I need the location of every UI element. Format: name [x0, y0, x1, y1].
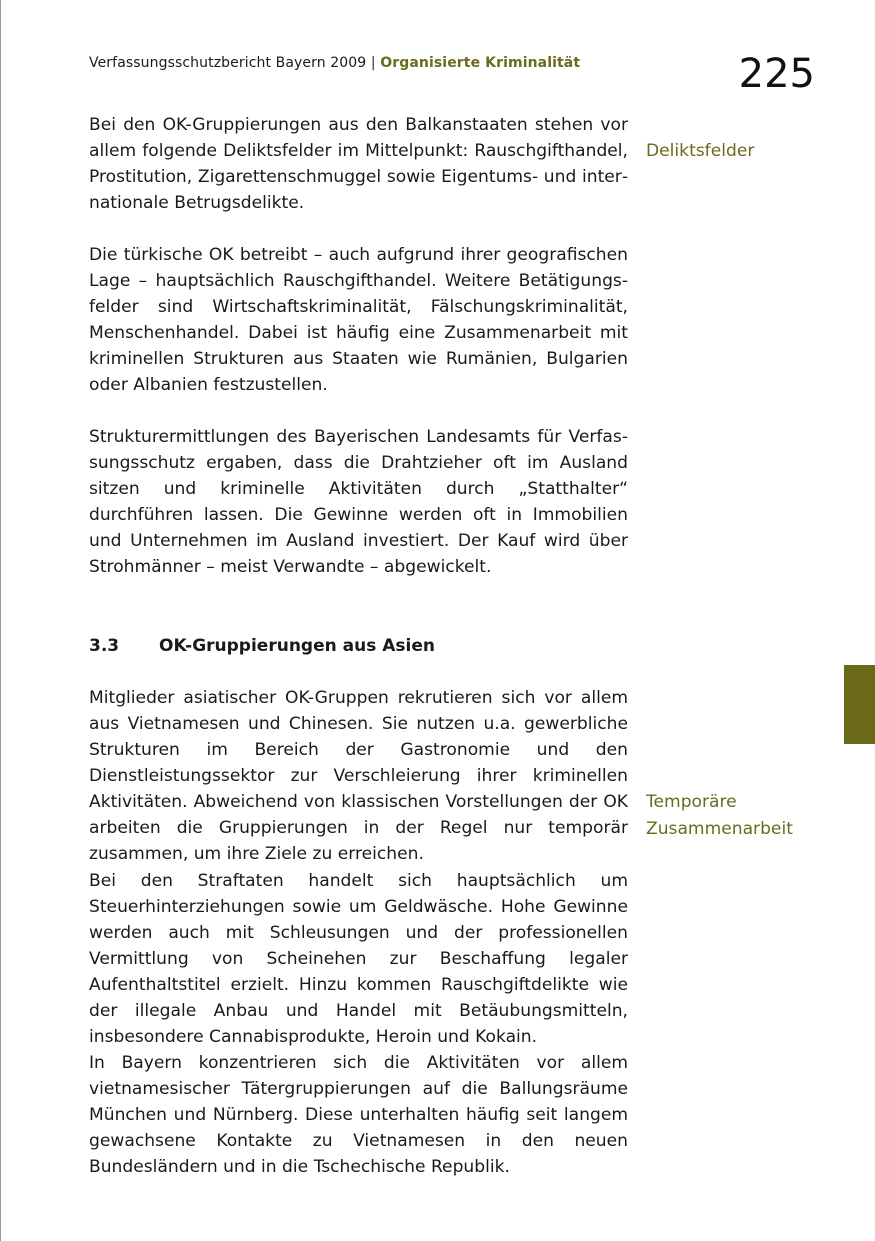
page-number: 225	[738, 51, 815, 97]
section-title: Organisierte Kriminalität	[380, 55, 581, 71]
paragraph-tuerkische-ok: Die türkische OK betreibt – auch aufgrund ihrer geografischen Lage – hauptsächlich Rauschgifthandel. Weitere Betätigungsfelder sind Wirtschaftskriminalität, Fälschungskriminalität, Menschenhandel. Dabei ist häufig eine Zusammenarbeit mit kriminellen Strukturen aus Staaten wie Rumänien, Bulgarien oder Albanien festzustellen.	[89, 245, 628, 395]
margin-note-temporaer-line1: Temporäre	[646, 792, 737, 812]
paragraph-asiatische-gruppen: Mitglieder asiatischer OK-Gruppen rekrutieren sich vor allem aus Vietnamesen und Chinesen. Sie nutzen u.a. gewerbliche Strukturen im Bereich der Gastronomie und den Dienstleistungssektor zur Verschleierung ihrer kriminellen Aktivitäten. Abweichend von klassischen Vorstellungen der OK arbeiten die Gruppierungen in der Regel nur temporär zusammen, um ihre Ziele zu erreichen.	[89, 688, 628, 864]
chapter-tab-marker	[844, 665, 875, 744]
section-heading-title: OK-Gruppierungen aus Asien	[159, 636, 435, 656]
paragraph-straftaten: Bei den Straftaten handelt sich hauptsächlich um Steuerhinterziehungen sowie um Geldwäsche. Hohe Gewinne werden auch mit Schleusungen und der professionellen Vermittlung von Scheinehen zur Beschaffung legaler Aufenthaltstitel erzielt. Hinzu kommen Rauschgiftdelikte wie der illegale Anbau und Handel mit Betäubungsmitteln, insbesondere Cannabisprodukte, Heroin und Kokain.	[89, 871, 628, 1047]
margin-note-temporaer	[646, 789, 793, 843]
paragraph-balkan: Bei den OK-Gruppierungen aus den Balkanstaaten stehen vor allem folgende Deliktsfelder im Mittelpunkt: Rauschgifthandel, Prostitution, Zigarettenschmuggel sowie Eigentums- und internationale Betrugsdelikte.	[89, 115, 628, 213]
running-header	[89, 55, 580, 71]
header-separator: |	[370, 55, 376, 71]
paragraph-bayern: In Bayern konzentrieren sich die Aktivitäten vor allem vietnamesischer Tätergruppierungen auf die Ballungsräume München und Nürnberg. Diese unterhalten häufig seit langem gewachsene Kontakte zu Vietnamesen in den neuen Bundesländern und in die Tschechische Republik.	[89, 1053, 628, 1177]
section-number: 3.3	[89, 636, 120, 656]
paragraph-strukturermittlungen: Strukturermittlungen des Bayerischen Landesamts für Verfassungsschutz ergaben, dass die Drahtzieher oft im Ausland sitzen und kriminelle Aktivitäten durch „Statthalter“ durchführen lassen. Die Gewinne werden oft in Immobilien und Unternehmen im Ausland investiert. Der Kauf wird über Strohmänner – meist Verwandte – abgewickelt.	[89, 427, 628, 577]
section-heading	[89, 633, 435, 659]
margin-note-deliktsfelder: Deliktsfelder	[646, 141, 755, 161]
margin-note-temporaer-line2: Zusammenarbeit	[646, 819, 793, 839]
publication-title: Verfassungsschutzbericht Bayern 2009	[89, 55, 367, 71]
page-left-edge	[0, 0, 1, 1241]
